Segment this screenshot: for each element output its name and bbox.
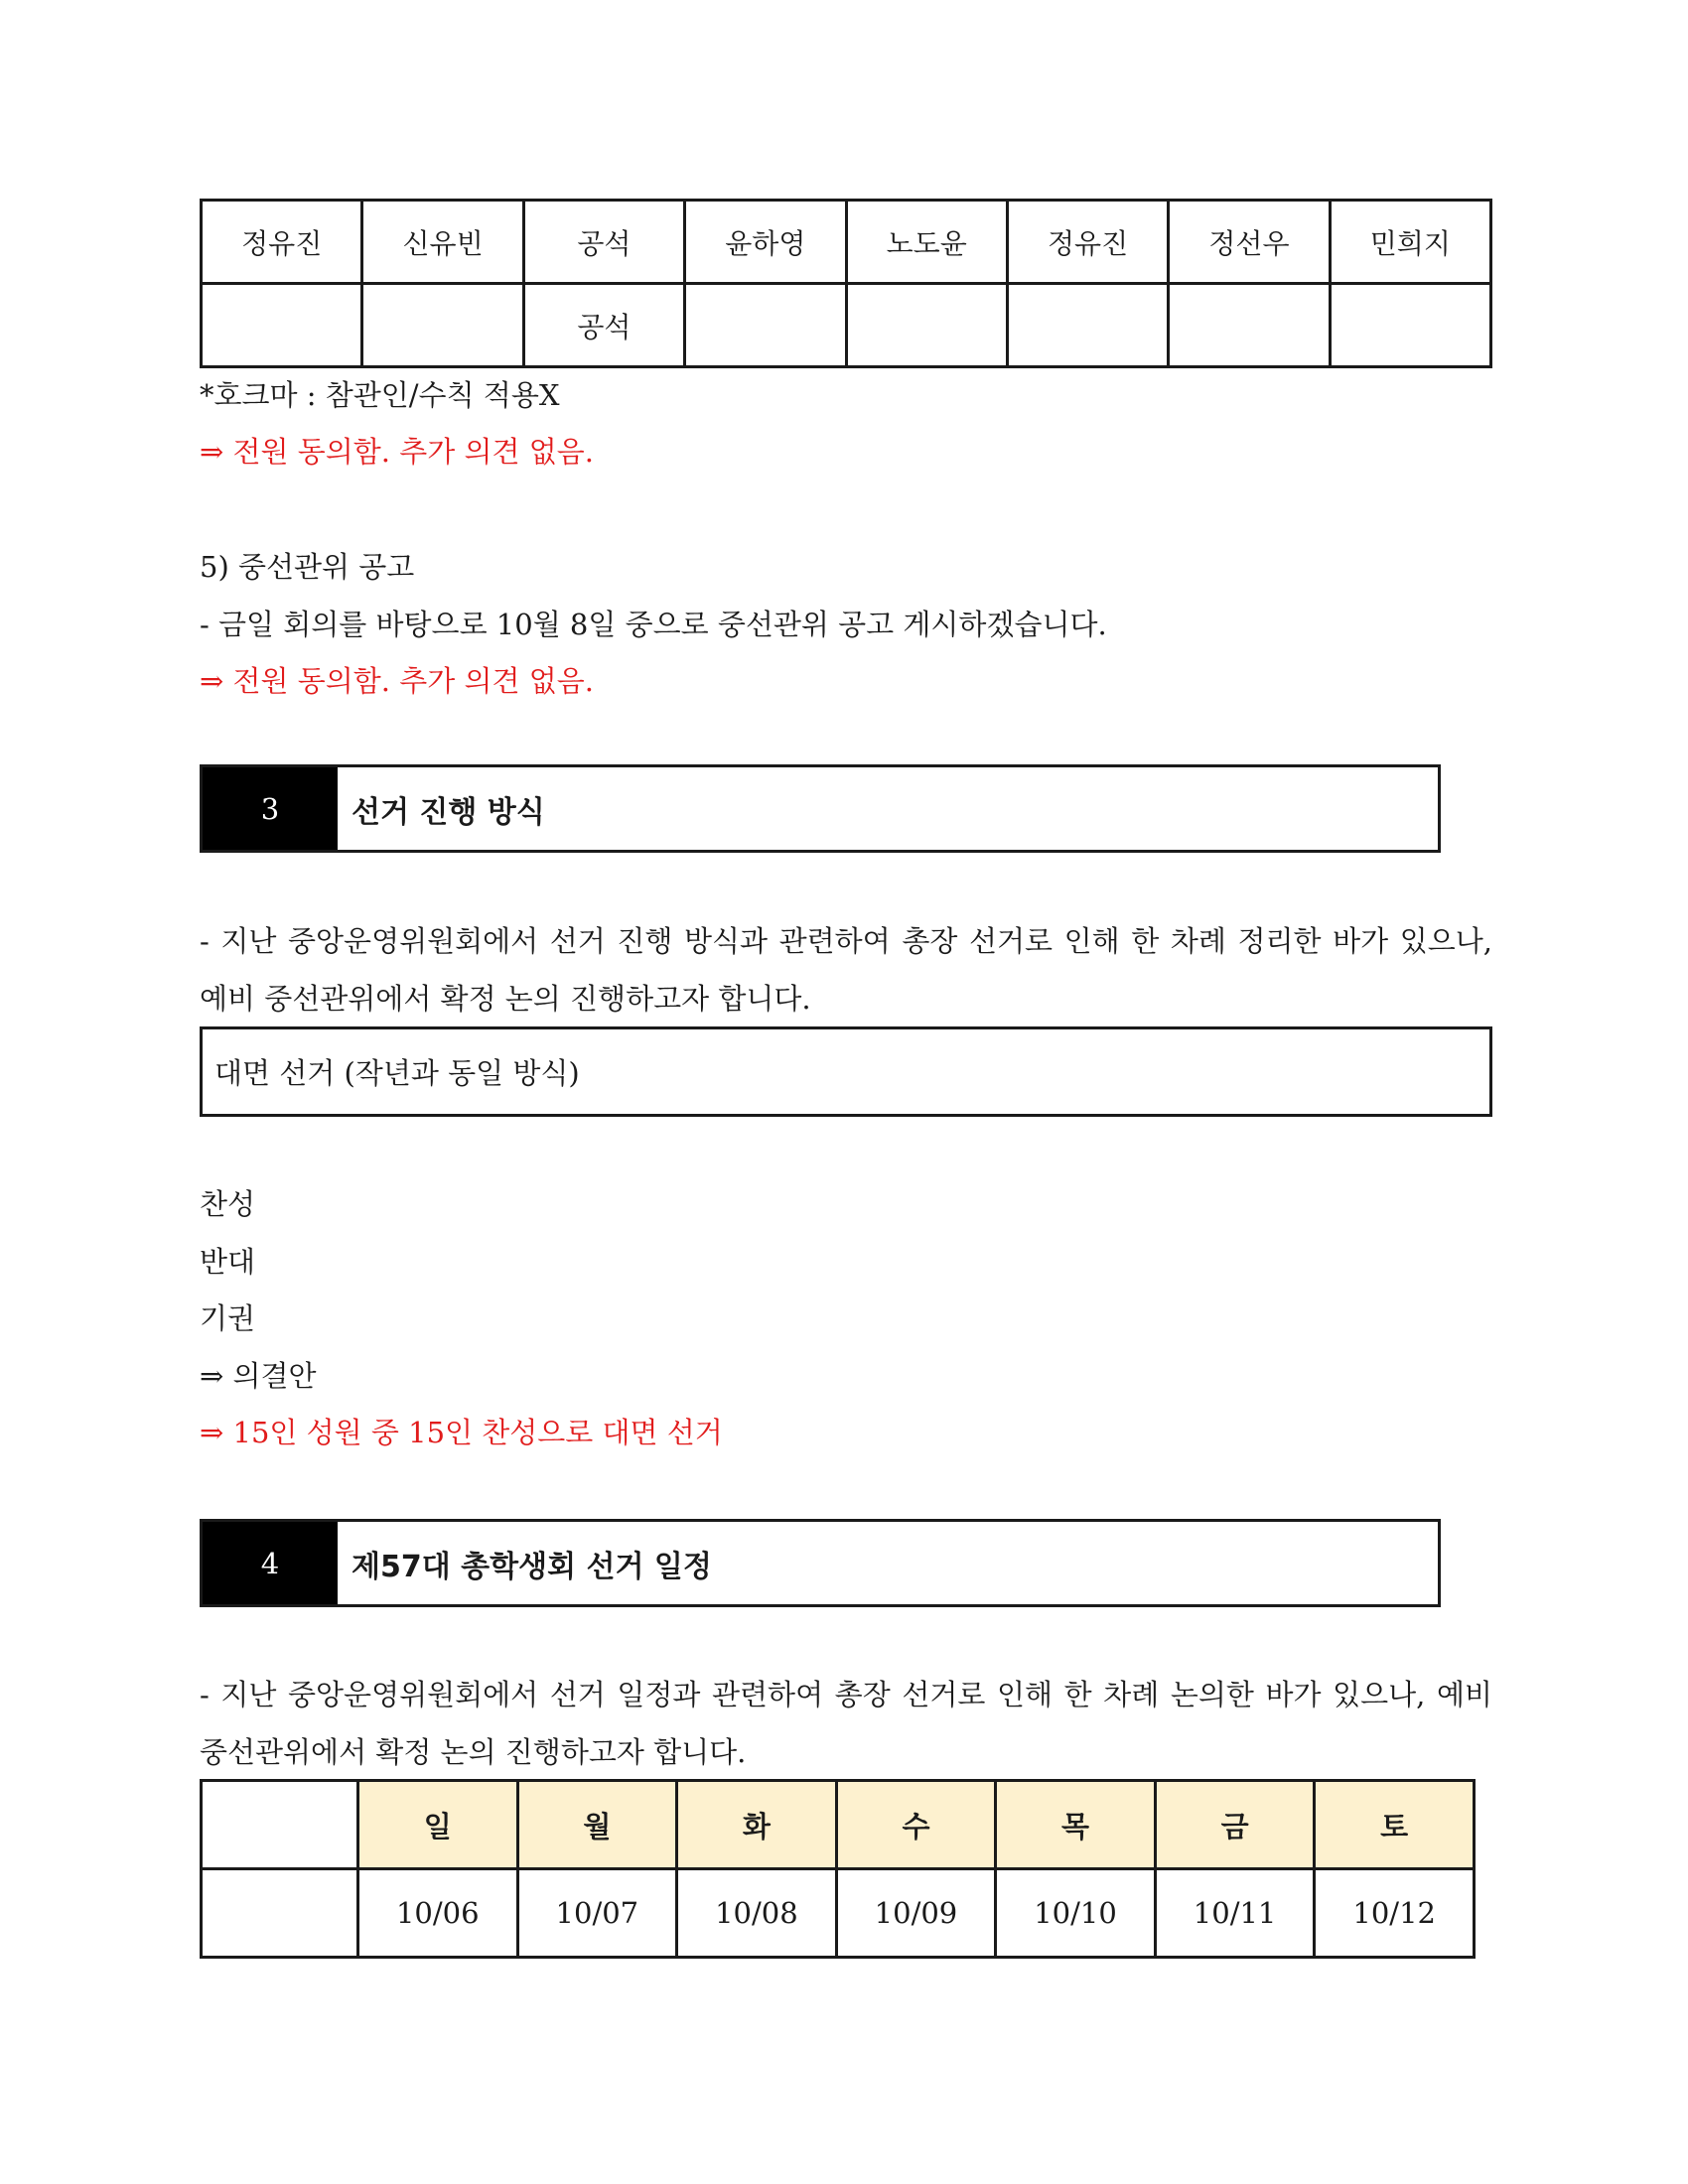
vote-label-oppose: 반대: [200, 1245, 256, 1279]
hokma-note: *호크마 : 참관인/수칙 적용X: [200, 378, 560, 412]
table-cell: [202, 284, 362, 367]
resolution-label: ⇒ 의결안: [200, 1359, 317, 1393]
table-cell: [846, 284, 1007, 367]
section-number: 3: [203, 767, 338, 850]
vote-label-approve: 찬성: [200, 1187, 256, 1221]
date-cell: 10/11: [1155, 1869, 1315, 1958]
table-cell: 공석: [523, 284, 684, 367]
table-cell: 정유진: [202, 201, 362, 284]
table-cell: [1330, 284, 1490, 367]
item5-description: - 금일 회의를 바탕으로 10월 8일 중으로 중선관위 공고 게시하겠습니다.: [200, 608, 1107, 641]
table-cell: 신유빈: [362, 201, 523, 284]
section-title: 선거 진행 방식: [352, 794, 545, 830]
table-cell: 공석: [523, 201, 684, 284]
table-cell: 노도윤: [846, 201, 1007, 284]
table-row: [202, 1869, 1475, 1958]
date-cell: 10/08: [677, 1869, 837, 1958]
table-cell: 정유진: [1007, 201, 1168, 284]
option-box: 대면 선거 (작년과 동일 방식): [200, 1026, 1492, 1117]
day-header: 수: [836, 1781, 996, 1869]
table-cell: 정선우: [1169, 201, 1330, 284]
table-row: [202, 284, 1491, 367]
result-text: ⇒ 전원 동의함. 추가 의견 없음.: [200, 435, 594, 469]
date-cell: 10/06: [358, 1869, 518, 1958]
table-cell-empty: [202, 1869, 358, 1958]
table-cell-empty: [202, 1781, 358, 1869]
day-header: 일: [358, 1781, 518, 1869]
section-3-description-line-1: - 지난 중앙운영위원회에서 선거 진행 방식과 관련하여 총장 선거로 인해 한 차례 정리한 바가 있으나,: [200, 924, 1492, 958]
vote-table: [200, 199, 1492, 368]
table-cell: [362, 284, 523, 367]
section-title: 제57대 총학생회 선거 일정: [352, 1549, 712, 1584]
section-4-description-line-1: - 지난 중앙운영위원회에서 선거 일정과 관련하여 총장 선거로 인해 한 차례 논의한 바가 있으나, 예비: [200, 1678, 1492, 1711]
section-4-header: [200, 1519, 1441, 1607]
section-3-result: ⇒ 15인 성원 중 15인 찬성으로 대면 선거: [200, 1416, 723, 1449]
section-3-header: [200, 764, 1441, 853]
table-cell: 민희지: [1330, 201, 1490, 284]
item5-result: ⇒ 전원 동의함. 추가 의견 없음.: [200, 664, 594, 698]
day-header: 화: [677, 1781, 837, 1869]
section-number: 4: [203, 1522, 338, 1604]
date-cell: 10/09: [836, 1869, 996, 1958]
section-3-description-line-2: 예비 중선관위에서 확정 논의 진행하고자 합니다.: [200, 982, 811, 1016]
day-header: 토: [1315, 1781, 1475, 1869]
table-cell: [1169, 284, 1330, 367]
item5-heading: 5) 중선관위 공고: [200, 550, 415, 584]
table-row: [202, 201, 1491, 284]
day-header: 월: [517, 1781, 677, 1869]
date-cell: 10/12: [1315, 1869, 1475, 1958]
section-4-description-line-2: 중선관위에서 확정 논의 진행하고자 합니다.: [200, 1735, 747, 1769]
table-cell: 윤하영: [685, 201, 846, 284]
day-header: 목: [996, 1781, 1156, 1869]
table-row: [202, 1781, 1475, 1869]
vote-label-abstain: 기권: [200, 1301, 256, 1335]
table-cell: [685, 284, 846, 367]
date-cell: 10/10: [996, 1869, 1156, 1958]
day-header: 금: [1155, 1781, 1315, 1869]
schedule-table: [200, 1779, 1476, 1959]
date-cell: 10/07: [517, 1869, 677, 1958]
table-cell: [1007, 284, 1168, 367]
